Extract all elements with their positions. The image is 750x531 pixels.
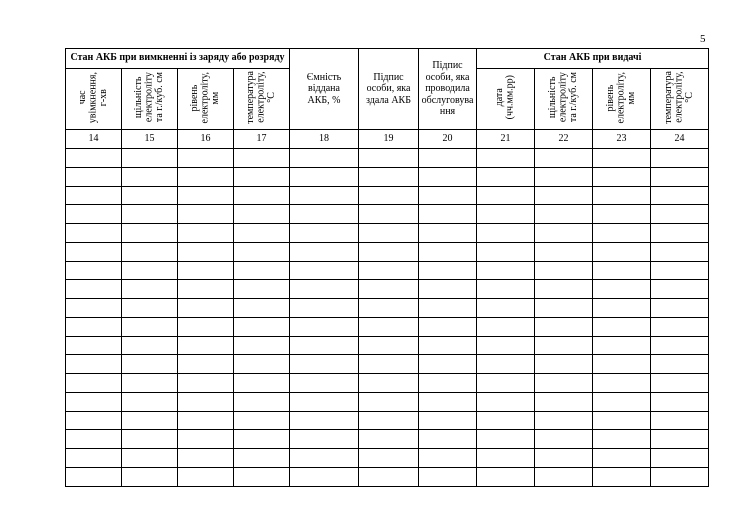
table-cell[interactable] xyxy=(477,411,535,430)
table-cell[interactable] xyxy=(122,467,178,486)
table-cell[interactable] xyxy=(66,242,122,261)
table-row xyxy=(66,261,709,280)
table-cell[interactable] xyxy=(593,449,651,468)
table-cell[interactable] xyxy=(290,374,359,393)
table-cell[interactable] xyxy=(593,224,651,243)
table-cell[interactable] xyxy=(593,392,651,411)
table-cell[interactable] xyxy=(178,224,234,243)
table-cell[interactable] xyxy=(178,467,234,486)
table-cell[interactable] xyxy=(535,149,593,168)
table-cell[interactable] xyxy=(593,411,651,430)
table-cell[interactable] xyxy=(419,467,477,486)
table-cell[interactable] xyxy=(178,392,234,411)
table-cell[interactable] xyxy=(234,467,290,486)
table-cell[interactable] xyxy=(178,242,234,261)
table-row xyxy=(66,224,709,243)
table-cell[interactable] xyxy=(419,392,477,411)
table-cell[interactable] xyxy=(651,467,709,486)
table-cell[interactable] xyxy=(419,242,477,261)
table-cell[interactable] xyxy=(234,411,290,430)
table-cell[interactable] xyxy=(419,411,477,430)
table-cell[interactable] xyxy=(66,280,122,299)
table-cell[interactable] xyxy=(359,449,419,468)
table-cell[interactable] xyxy=(234,430,290,449)
table-cell[interactable] xyxy=(593,355,651,374)
table-cell[interactable] xyxy=(178,355,234,374)
table-cell[interactable] xyxy=(359,280,419,299)
table-cell[interactable] xyxy=(234,149,290,168)
table-cell[interactable] xyxy=(419,205,477,224)
table-cell[interactable] xyxy=(122,167,178,186)
table-cell[interactable] xyxy=(122,411,178,430)
table-cell[interactable] xyxy=(477,355,535,374)
table-cell[interactable] xyxy=(290,261,359,280)
table-cell[interactable] xyxy=(234,374,290,393)
table-cell[interactable] xyxy=(359,205,419,224)
col-header-21: дата (чч.мм.рр) xyxy=(477,69,535,130)
table-cell[interactable] xyxy=(477,299,535,318)
table-cell[interactable] xyxy=(359,467,419,486)
table-cell[interactable] xyxy=(419,280,477,299)
table-cell[interactable] xyxy=(122,149,178,168)
table-cell[interactable] xyxy=(66,317,122,336)
table-cell[interactable] xyxy=(178,280,234,299)
table-row xyxy=(66,317,709,336)
table-cell[interactable] xyxy=(178,430,234,449)
table-cell[interactable] xyxy=(651,336,709,355)
table-cell[interactable] xyxy=(122,205,178,224)
table-cell[interactable] xyxy=(593,205,651,224)
table-cell[interactable] xyxy=(66,392,122,411)
table-cell[interactable] xyxy=(234,449,290,468)
table-cell[interactable] xyxy=(477,280,535,299)
table-row xyxy=(66,449,709,468)
table-cell[interactable] xyxy=(419,449,477,468)
table-cell[interactable] xyxy=(234,167,290,186)
table-cell[interactable] xyxy=(535,186,593,205)
table-row xyxy=(66,242,709,261)
table-cell[interactable] xyxy=(535,449,593,468)
table-cell[interactable] xyxy=(419,317,477,336)
col-num-15: 15 xyxy=(122,130,178,149)
table-cell[interactable] xyxy=(359,299,419,318)
table-cell[interactable] xyxy=(66,261,122,280)
table-cell[interactable] xyxy=(234,392,290,411)
table-cell[interactable] xyxy=(290,317,359,336)
table-cell[interactable] xyxy=(535,205,593,224)
table-cell[interactable] xyxy=(66,449,122,468)
table-cell[interactable] xyxy=(290,355,359,374)
col-header-24: температура електроліту, °С xyxy=(651,69,709,130)
table-cell[interactable] xyxy=(359,186,419,205)
table-cell[interactable] xyxy=(178,205,234,224)
table-cell[interactable] xyxy=(178,299,234,318)
table-cell[interactable] xyxy=(477,336,535,355)
table-cell[interactable] xyxy=(419,149,477,168)
table-cell[interactable] xyxy=(66,205,122,224)
table-cell[interactable] xyxy=(651,205,709,224)
table-cell[interactable] xyxy=(290,299,359,318)
table-row xyxy=(66,167,709,186)
page-number: 5 xyxy=(700,33,706,45)
table-row xyxy=(66,411,709,430)
table-row xyxy=(66,280,709,299)
table-cell[interactable] xyxy=(477,224,535,243)
table-cell[interactable] xyxy=(122,317,178,336)
col-header-18: Ємність віддана АКБ, % xyxy=(290,49,359,130)
table-cell[interactable] xyxy=(535,224,593,243)
table-cell[interactable] xyxy=(66,186,122,205)
table-cell[interactable] xyxy=(178,149,234,168)
table-row xyxy=(66,355,709,374)
table-cell[interactable] xyxy=(234,355,290,374)
table-cell[interactable] xyxy=(477,261,535,280)
table-cell[interactable] xyxy=(122,392,178,411)
table-body xyxy=(66,149,709,487)
table-cell[interactable] xyxy=(359,261,419,280)
col-num-16: 16 xyxy=(178,130,234,149)
table-cell[interactable] xyxy=(651,392,709,411)
table-cell[interactable] xyxy=(234,317,290,336)
table-cell[interactable] xyxy=(593,261,651,280)
table-cell[interactable] xyxy=(593,317,651,336)
table-cell[interactable] xyxy=(122,242,178,261)
col-header-19: Підпис особи, яка здала АКБ xyxy=(359,49,419,130)
table-cell[interactable] xyxy=(122,449,178,468)
table-cell[interactable] xyxy=(66,355,122,374)
col-num-17: 17 xyxy=(234,130,290,149)
table-cell[interactable] xyxy=(593,467,651,486)
table-cell[interactable] xyxy=(66,467,122,486)
table-cell[interactable] xyxy=(535,430,593,449)
table-cell[interactable] xyxy=(593,336,651,355)
table-cell[interactable] xyxy=(477,149,535,168)
table-row xyxy=(66,205,709,224)
table-cell[interactable] xyxy=(535,317,593,336)
table-cell[interactable] xyxy=(290,149,359,168)
table-cell[interactable] xyxy=(535,242,593,261)
column-number-row xyxy=(66,130,709,149)
table-cell[interactable] xyxy=(651,167,709,186)
col-header-14: час увімкнення, г-хв xyxy=(66,69,122,130)
table-cell[interactable] xyxy=(651,374,709,393)
table-cell[interactable] xyxy=(477,392,535,411)
table-row xyxy=(66,299,709,318)
table-row xyxy=(66,186,709,205)
table-cell[interactable] xyxy=(535,167,593,186)
col-header-17: температура електроліту, °С xyxy=(234,69,290,130)
table-cell[interactable] xyxy=(651,261,709,280)
table-cell[interactable] xyxy=(66,299,122,318)
table-cell[interactable] xyxy=(419,224,477,243)
table-cell[interactable] xyxy=(651,149,709,168)
table-cell[interactable] xyxy=(290,280,359,299)
table-cell[interactable] xyxy=(290,392,359,411)
table-cell[interactable] xyxy=(234,336,290,355)
table-cell[interactable] xyxy=(419,374,477,393)
table-cell[interactable] xyxy=(122,186,178,205)
table-cell[interactable] xyxy=(122,299,178,318)
table-cell[interactable] xyxy=(651,317,709,336)
col-num-22: 22 xyxy=(535,130,593,149)
table-cell[interactable] xyxy=(651,430,709,449)
table-cell[interactable] xyxy=(535,411,593,430)
table-row xyxy=(66,392,709,411)
table-cell[interactable] xyxy=(66,224,122,243)
table-cell[interactable] xyxy=(234,224,290,243)
table-cell[interactable] xyxy=(477,205,535,224)
table-cell[interactable] xyxy=(122,374,178,393)
table-cell[interactable] xyxy=(290,430,359,449)
table-cell[interactable] xyxy=(359,317,419,336)
table-cell[interactable] xyxy=(651,224,709,243)
table-cell[interactable] xyxy=(122,261,178,280)
table-cell[interactable] xyxy=(178,449,234,468)
table-cell[interactable] xyxy=(593,374,651,393)
table-cell[interactable] xyxy=(593,242,651,261)
table-cell[interactable] xyxy=(477,467,535,486)
table-cell[interactable] xyxy=(477,167,535,186)
table-cell[interactable] xyxy=(651,280,709,299)
table-cell[interactable] xyxy=(593,149,651,168)
table-cell[interactable] xyxy=(477,430,535,449)
table-cell[interactable] xyxy=(651,355,709,374)
table-cell[interactable] xyxy=(122,430,178,449)
table-cell[interactable] xyxy=(419,167,477,186)
table-cell[interactable] xyxy=(178,374,234,393)
table-cell[interactable] xyxy=(290,167,359,186)
table-cell[interactable] xyxy=(122,355,178,374)
table-cell[interactable] xyxy=(178,336,234,355)
table-row xyxy=(66,149,709,168)
table-cell[interactable] xyxy=(66,167,122,186)
col-header-23: рівень електроліту, мм xyxy=(593,69,651,130)
table-cell[interactable] xyxy=(359,411,419,430)
table-cell[interactable] xyxy=(359,430,419,449)
table-cell[interactable] xyxy=(234,280,290,299)
table-cell[interactable] xyxy=(178,411,234,430)
table-cell[interactable] xyxy=(234,186,290,205)
table-cell[interactable] xyxy=(122,224,178,243)
table-cell[interactable] xyxy=(359,355,419,374)
table-cell[interactable] xyxy=(419,261,477,280)
table-cell[interactable] xyxy=(290,205,359,224)
table-cell[interactable] xyxy=(359,242,419,261)
table-cell[interactable] xyxy=(359,374,419,393)
table-cell[interactable] xyxy=(535,467,593,486)
col-header-16: рівень електроліту, мм xyxy=(178,69,234,130)
table-cell[interactable] xyxy=(66,430,122,449)
table-cell[interactable] xyxy=(535,392,593,411)
table-cell[interactable] xyxy=(178,317,234,336)
table-cell[interactable] xyxy=(234,242,290,261)
table-row xyxy=(66,374,709,393)
table-cell[interactable] xyxy=(651,186,709,205)
table-cell[interactable] xyxy=(535,280,593,299)
table-cell[interactable] xyxy=(290,242,359,261)
table-row xyxy=(66,430,709,449)
table-cell[interactable] xyxy=(178,186,234,205)
col-num-23: 23 xyxy=(593,130,651,149)
table-cell[interactable] xyxy=(290,449,359,468)
table-cell[interactable] xyxy=(419,186,477,205)
col-header-22: щільність електроліту та г./куб. см xyxy=(535,69,593,130)
table-cell[interactable] xyxy=(477,449,535,468)
table-cell[interactable] xyxy=(593,280,651,299)
table-cell[interactable] xyxy=(535,355,593,374)
table-cell[interactable] xyxy=(535,261,593,280)
table-cell[interactable] xyxy=(359,336,419,355)
table-cell[interactable] xyxy=(234,299,290,318)
table-cell[interactable] xyxy=(290,467,359,486)
table-cell[interactable] xyxy=(535,374,593,393)
col-num-20: 20 xyxy=(419,130,477,149)
table-cell[interactable] xyxy=(290,224,359,243)
table-cell[interactable] xyxy=(419,430,477,449)
table-cell[interactable] xyxy=(122,280,178,299)
table-cell[interactable] xyxy=(66,411,122,430)
table-cell[interactable] xyxy=(66,374,122,393)
table-cell[interactable] xyxy=(593,167,651,186)
table-cell[interactable] xyxy=(178,167,234,186)
table-cell[interactable] xyxy=(234,205,290,224)
table-cell[interactable] xyxy=(290,411,359,430)
table-row xyxy=(66,467,709,486)
table-cell[interactable] xyxy=(651,449,709,468)
col-header-15: щільність електроліту та г./куб. см xyxy=(122,69,178,130)
table-cell[interactable] xyxy=(593,186,651,205)
col-num-14: 14 xyxy=(66,130,122,149)
table-cell[interactable] xyxy=(535,299,593,318)
col-num-18: 18 xyxy=(290,130,359,149)
col-num-21: 21 xyxy=(477,130,535,149)
table-cell[interactable] xyxy=(477,186,535,205)
table-cell[interactable] xyxy=(477,242,535,261)
table-cell[interactable] xyxy=(593,430,651,449)
group-header-issue: Стан АКБ при видачі xyxy=(477,49,709,69)
table-cell[interactable] xyxy=(122,336,178,355)
group-header-charge: Стан АКБ при вимкненні із заряду або розряду xyxy=(66,49,290,69)
col-num-24: 24 xyxy=(651,130,709,149)
table-cell[interactable] xyxy=(359,392,419,411)
table-cell[interactable] xyxy=(66,336,122,355)
table-cell[interactable] xyxy=(359,167,419,186)
table-cell[interactable] xyxy=(234,261,290,280)
table-row xyxy=(66,336,709,355)
table-cell[interactable] xyxy=(419,355,477,374)
table-cell[interactable] xyxy=(651,299,709,318)
table-cell[interactable] xyxy=(178,261,234,280)
table-cell[interactable] xyxy=(593,299,651,318)
table-cell[interactable] xyxy=(290,336,359,355)
table-cell[interactable] xyxy=(359,149,419,168)
table-cell[interactable] xyxy=(66,149,122,168)
table-cell[interactable] xyxy=(419,299,477,318)
table-cell[interactable] xyxy=(651,242,709,261)
table-cell[interactable] xyxy=(535,336,593,355)
battery-log-table xyxy=(65,48,709,487)
table-cell[interactable] xyxy=(477,317,535,336)
table-cell[interactable] xyxy=(477,374,535,393)
col-header-20: Підпис особи, яка проводила обслуговува ння xyxy=(419,49,477,130)
table-cell[interactable] xyxy=(290,186,359,205)
table-cell[interactable] xyxy=(651,411,709,430)
table-cell[interactable] xyxy=(359,224,419,243)
table-cell[interactable] xyxy=(419,336,477,355)
col-num-19: 19 xyxy=(359,130,419,149)
